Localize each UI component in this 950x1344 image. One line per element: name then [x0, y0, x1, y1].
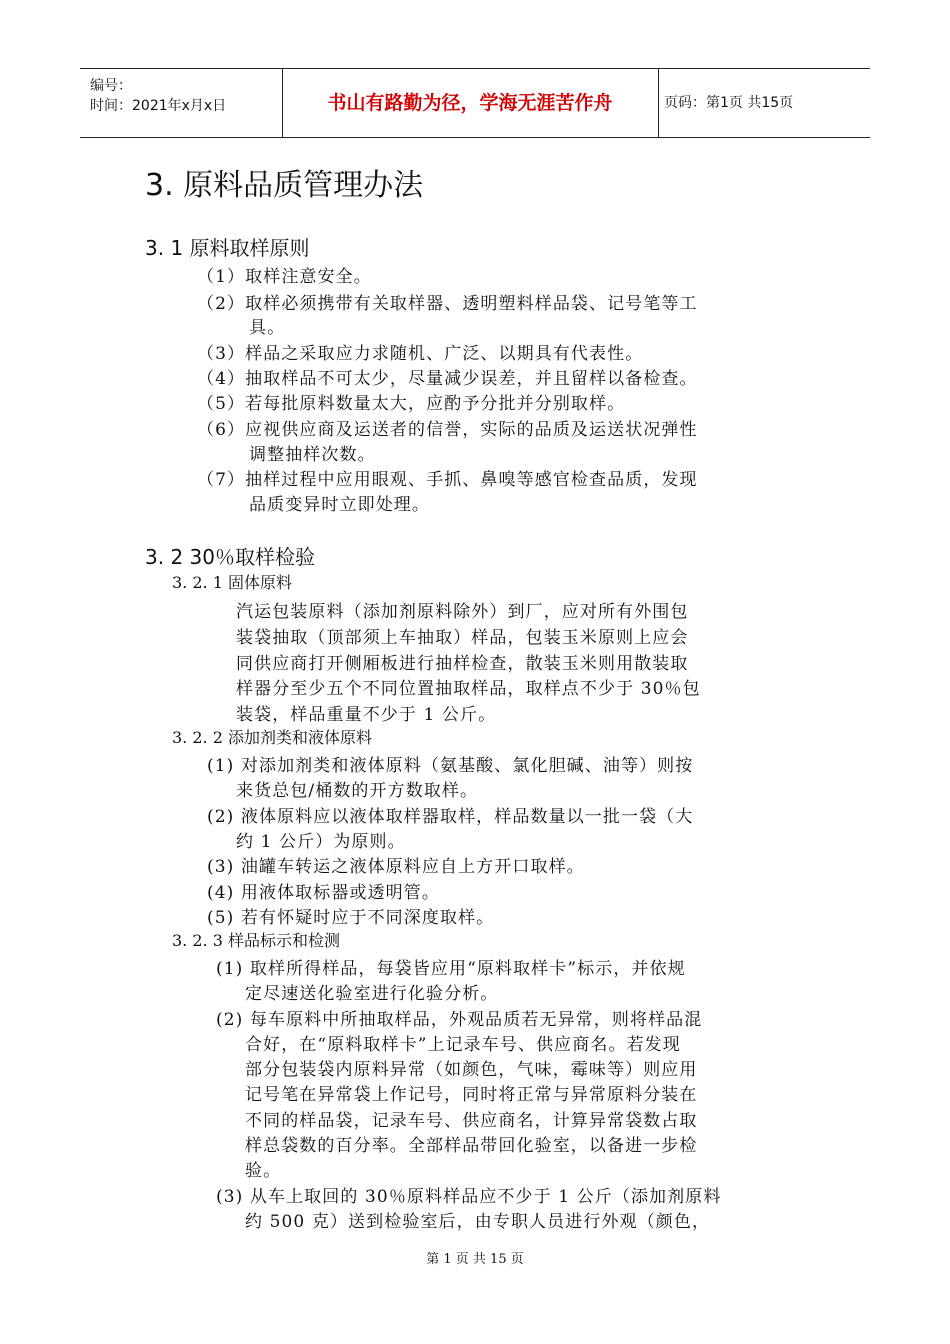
list-item-continuation: 约 500 克）送到检验室后，由专职人员进行外观（颜色，: [245, 1212, 711, 1232]
time-label: 时间：2021年x月x日: [90, 98, 227, 114]
list-item: （7）抽样过程中应用眼观、手抓、鼻嗅等感官检查品质，发现: [197, 470, 698, 490]
list-item: （2）取样必须携带有关取样器、透明塑料样品袋、记号笔等工: [197, 294, 698, 314]
subsection-heading: 3. 2. 2 添加剂类和液体原料: [172, 728, 372, 747]
list-item-continuation: 验。: [245, 1161, 282, 1181]
page-header: [80, 68, 870, 138]
header-page-info: 页码：第1页 共15页: [664, 95, 794, 111]
paragraph-line: 装袋，样品重量不少于 1 公斤。: [236, 705, 497, 725]
header-motto: 书山有路勤为径，学海无涯苦作舟: [282, 69, 659, 137]
list-item-continuation: 样总袋数的百分率。全部样品带回化验室，以备进一步检: [245, 1136, 698, 1156]
list-item: (3) 从车上取回的 30％原料样品应不少于 1 公斤（添加剂原料: [216, 1187, 722, 1207]
paragraph-line: 样器分至少五个不同位置抽取样品，取样点不少于 30％包: [236, 679, 701, 699]
list-item-continuation: 部分包装袋内原料异常（如颜色，气味，霉味等）则应用: [245, 1060, 698, 1080]
list-item-continuation: 合好，在“原料取样卡”上记录车号、供应商名。若发现: [245, 1035, 681, 1055]
page-footer: 第 1 页 共 15 页: [426, 1252, 524, 1267]
list-item: （3）样品之采取应力求随机、广泛、以期具有代表性。: [197, 344, 644, 364]
list-item-continuation: 记号笔在异常袋上作记号，同时将正常与异常原料分装在: [245, 1085, 698, 1105]
list-item: (1) 取样所得样品，每袋皆应用“原料取样卡”标示，并依规: [216, 959, 686, 979]
section-heading: 3. 2 30％取样检验: [145, 545, 315, 569]
document-title: 3. 原料品质管理办法: [145, 168, 424, 203]
paragraph-line: 装袋抽取（顶部须上车抽取）样品，包装玉米原则上应会: [236, 628, 689, 648]
list-item-continuation: 不同的样品袋，记录车号、供应商名，计算异常袋数占取: [245, 1111, 698, 1131]
paragraph-line: 同供应商打开侧厢板进行抽样检查，散装玉米则用散装取: [236, 654, 689, 674]
list-item: （1）取样注意安全。: [197, 267, 372, 287]
list-item-continuation: 来货总包/桶数的开方数取样。: [236, 781, 479, 801]
list-item-continuation: 具。: [249, 318, 286, 338]
header-meta: [80, 69, 283, 137]
list-item: （6）应视供应商及运送者的信誉，实际的品质及运送状况弹性: [197, 420, 698, 440]
list-item: (2) 液体原料应以液体取样器取样，样品数量以一批一袋（大: [207, 807, 694, 827]
list-item-continuation: 调整抽样次数。: [249, 445, 376, 465]
list-item-continuation: 品质变异时立即处理。: [249, 495, 430, 515]
list-item: (4) 用液体取标器或透明管。: [207, 883, 440, 903]
paragraph-line: 汽运包装原料（添加剂原料除外）到厂，应对所有外围包: [236, 602, 689, 622]
list-item: (5) 若有怀疑时应于不同深度取样。: [207, 908, 495, 928]
list-item: (3) 油罐车转运之液体原料应自上方开口取样。: [207, 857, 585, 877]
list-item-continuation: 定尽速送化验室进行化验分析。: [245, 984, 499, 1004]
list-item-continuation: 约 1 公斤）为原则。: [236, 832, 406, 852]
list-item: （4）抽取样品不可太少，尽量减少误差，并且留样以备检查。: [197, 369, 698, 389]
subsection-heading: 3. 2. 1 固体原料: [172, 573, 292, 592]
subsection-heading: 3. 2. 3 样品标示和检测: [172, 931, 340, 950]
section-heading: 3. 1 原料取样原则: [145, 236, 310, 260]
number-label: 编号：: [90, 78, 132, 94]
list-item: (1) 对添加剂类和液体原料（氨基酸、氯化胆碱、油等）则按: [207, 756, 694, 776]
list-item: (2) 每车原料中所抽取样品，外观品质若无异常，则将样品混: [216, 1010, 703, 1030]
list-item: （5）若每批原料数量太大，应酌予分批并分别取样。: [197, 394, 626, 414]
